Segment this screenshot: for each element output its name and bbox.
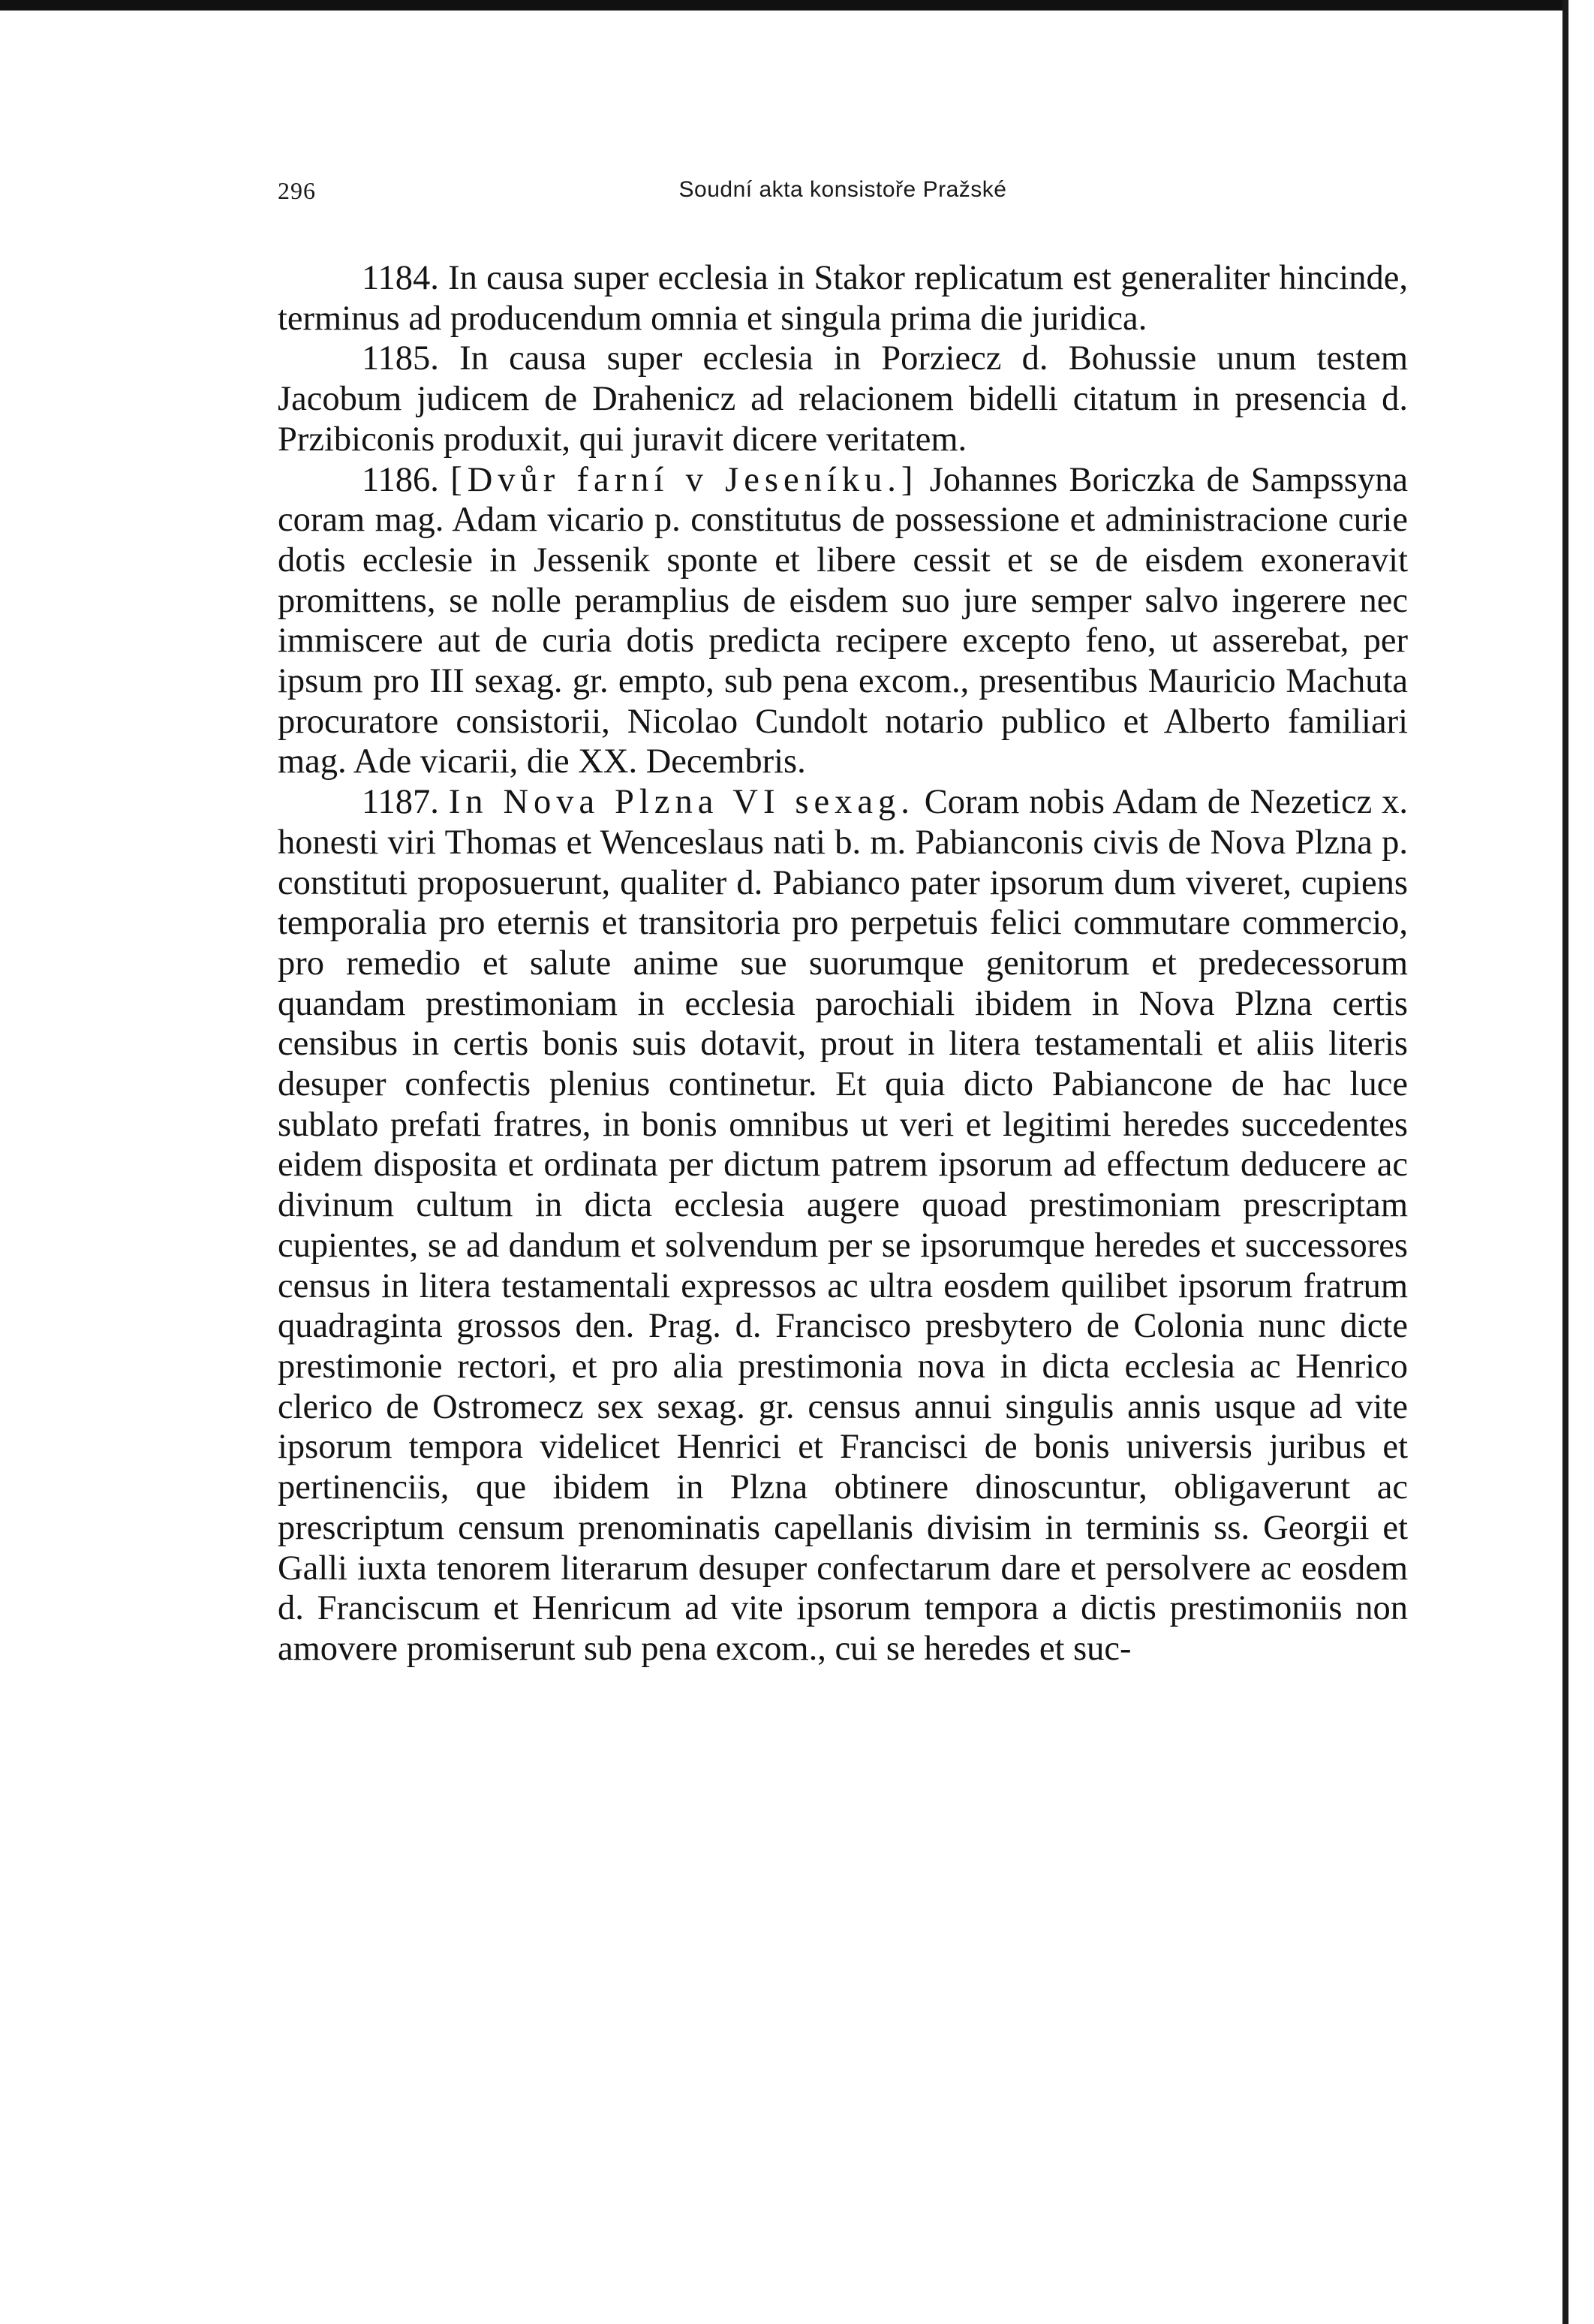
entry-1185 <box>278 339 1408 459</box>
running-title: Soudní akta konsistoře Pražské <box>678 177 1007 202</box>
entry-text: In causa super ecclesia in Porziecz d. Bohussie unum testem Jacobum judicem de Drahenicz ad relacionem bidelli citatum in presencia d. Przibiconis produxit, qui juravit dicere veritatem. <box>278 339 1408 459</box>
page-edge <box>1562 0 1594 2324</box>
entry-number: 1185. <box>362 339 439 378</box>
entry-number: 1184. <box>362 259 439 297</box>
entry-heading: In Nova Plzna VI sexag. <box>448 783 915 822</box>
page-header <box>278 177 1408 215</box>
entry-text: Johannes Boriczka de Sampssyna coram mag. Adam vicario p. constitutus de possessione et administracione curie dotis ecclesie in Jessenik sponte et libere cessit et se de eisdem exoneravit promittens, se nolle peramplius de eisdem suo jure semper salvo ingerere nec immiscere aut de curia dotis predicta recipere excepto feno, ut asserebat, per ipsum pro III sexag. gr. empto, sub pena excom., presentibus Mauricio Machuta procuratore consistorii, Nicolao Cundolt notario publico et Alberto familiari mag. Ade vicarii, die XX. Decembris. <box>278 460 1409 781</box>
entry-1186 <box>278 460 1408 783</box>
entry-text: In causa super ecclesia in Stakor replicatum est generaliter hincinde, terminus ad producendum omnia et singula prima die juridica. <box>278 259 1408 338</box>
entry-1187 <box>278 782 1408 1669</box>
entry-number: 1186. <box>362 460 439 499</box>
entry-1184 <box>278 258 1408 339</box>
entry-number: 1187. <box>362 783 439 822</box>
entry-heading: [Dvůr farní v Jeseníku.] <box>450 460 919 499</box>
entry-text: Coram nobis Adam de Nezeticz x. honesti viri Thomas et Wenceslaus nati b. m. Pabianconis civis de Nova Plzna p. constituti proposuerunt, qualiter d. Pabianco pater ipsorum dum viveret, cupiens temporalia pro eternis et transitoria pro perpetuis felici commutare commercio, pro remedio et salute anime sue suorumque genitorum et predecessorum quandam prestimoniam in ecclesia parochiali ibidem in Nova Plzna certis censibus in certis bonis suis dotavit, prout in litera testamentali et aliis literis desuper confectis plenius continetur. Et quia dicto Pabiancone de hac luce sublato prefati fratres, in bonis omnibus ut veri et legitimi heredes succedentes eidem disposita et ordinata per dictum patrem ipsorum ad effectum deducere ac divinum cultum in dicta ecclesia augere quoad prestimoniam prescriptam cupientes, se ad dandum et solvendum per se ipsorumque heredes et successores census in litera testamentali expressos ac ultra eosdem quilibet ipsorum fratrum quadraginta grossos den. Prag. d. Francisco presbytero de Colonia nunc dicte prestimonie rectori, et pro alia prestimonia nova in dicta ecclesia ac Henrico clerico de Ostromecz sex sexag. gr. census annui singulis annis usque ad vite ipsorum tempora videlicet Henrici et Francisci de bonis universis juribus et pertinenciis, que ibidem in Plzna obtinere dinoscuntur, obligaverunt ac prescriptum censum prenominatis capellanis divisim in terminis ss. Georgii et Galli iuxta tenorem literarum desuper confectarum dare et persolvere ac eosdem d. Franciscum et Henricum ad vite ipsorum tempora a dictis prestimoniis non amovere promiserunt sub pena excom., cui se heredes et suc- <box>278 783 1409 1668</box>
main-text <box>278 258 1408 1669</box>
page-number: 296 <box>278 177 316 204</box>
